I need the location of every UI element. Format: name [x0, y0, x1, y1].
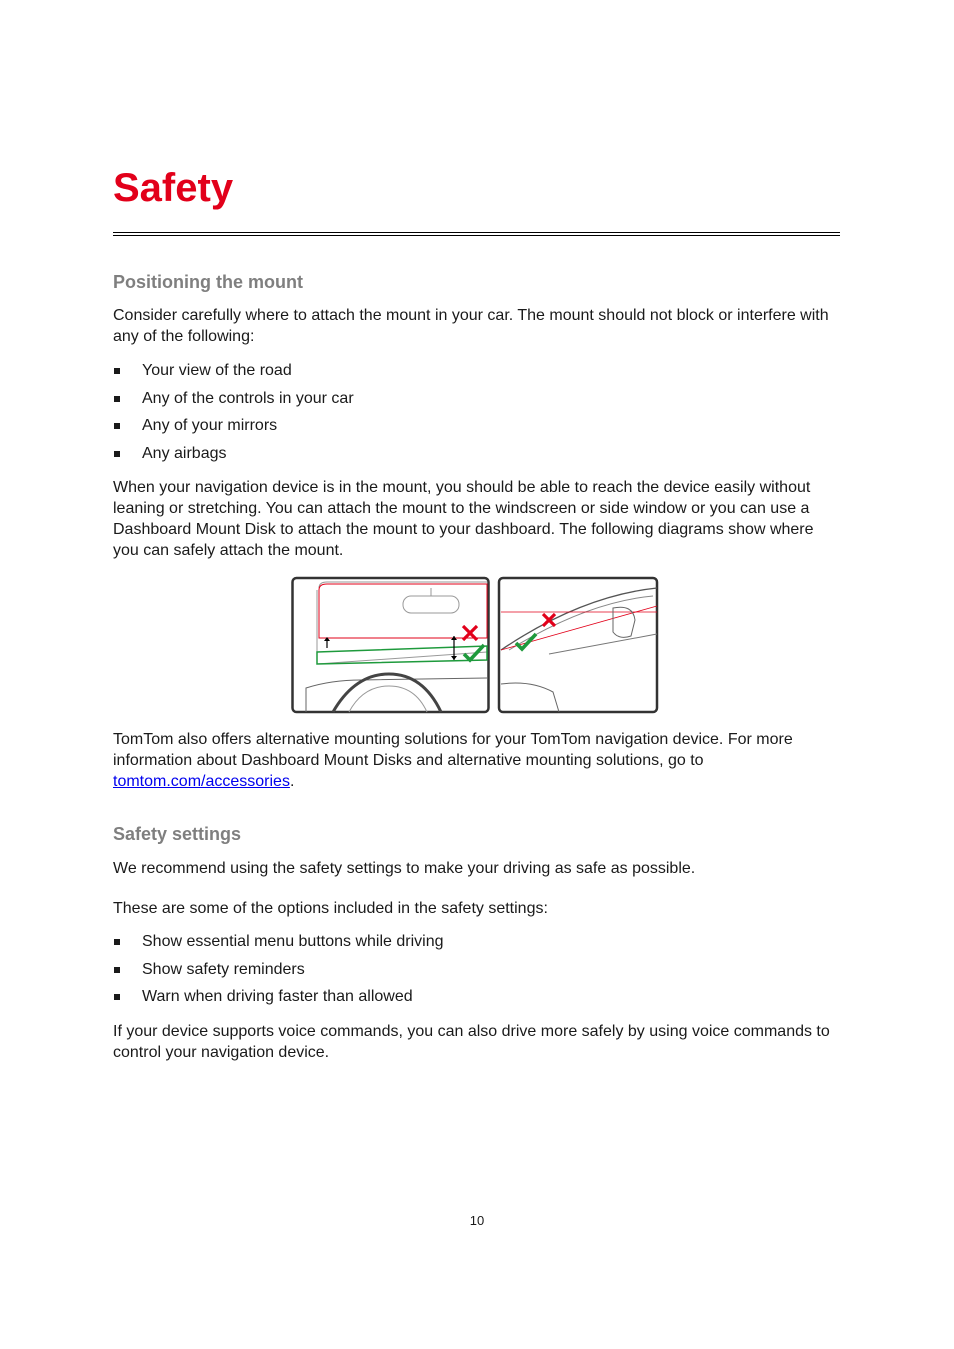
voice-commands-paragraph: If your device supports voice commands, you can also drive more safely by using voice commands to control your navigation device.: [113, 1023, 830, 1061]
list-item: Show essential menu buttons while driving: [113, 932, 444, 960]
safety-settings-intro: We recommend using the safety settings to make your driving as safe as possible.: [113, 860, 696, 877]
windscreen-side-view-illustration: [499, 578, 657, 712]
section-heading-safety-settings: Safety settings: [113, 824, 242, 844]
mount-position-diagram: [291, 576, 660, 714]
safety-settings-options-intro: These are some of the options included in the safety settings:: [113, 900, 548, 917]
accessories-link[interactable]: tomtom.com/accessories: [113, 773, 290, 790]
title-divider: [113, 232, 840, 236]
list-item: Any of the controls in your car: [113, 389, 354, 417]
mounting-solutions-text: TomTom also offers alternative mounting solutions for your TomTom navigation device. For more information about Dashboard Mount Disks and alternative mounting solutions, go to: [113, 731, 793, 769]
list-item: Any of your mirrors: [113, 416, 354, 444]
windscreen-front-view-illustration: [293, 578, 489, 712]
list-item: Your view of the road: [113, 361, 354, 389]
page-number: 10: [469, 1213, 485, 1228]
page-title: Safety: [113, 166, 234, 210]
section-heading-positioning: Positioning the mount: [113, 272, 303, 292]
safety-settings-list: [113, 932, 444, 1015]
mounting-solutions-end: .: [289, 773, 295, 790]
list-item: Show safety reminders: [113, 960, 444, 988]
positioning-intro: Consider carefully where to attach the mount in your car. The mount should not block or interfere with any of the following:: [113, 307, 829, 345]
list-item: Any airbags: [113, 444, 354, 472]
mount-obstruction-list: [113, 361, 354, 471]
positioning-paragraph: When your navigation device is in the mount, you should be able to reach the device easily without leaning or stretching. You can attach the mount to the windscreen or side window or you can use a Dashboard Mount Disk to attach the mount to your dashboard. The following diagrams show where you can safely attach the mount.: [113, 479, 814, 559]
list-item: Warn when driving faster than allowed: [113, 987, 444, 1015]
mounting-solutions-paragraph: [113, 729, 840, 792]
